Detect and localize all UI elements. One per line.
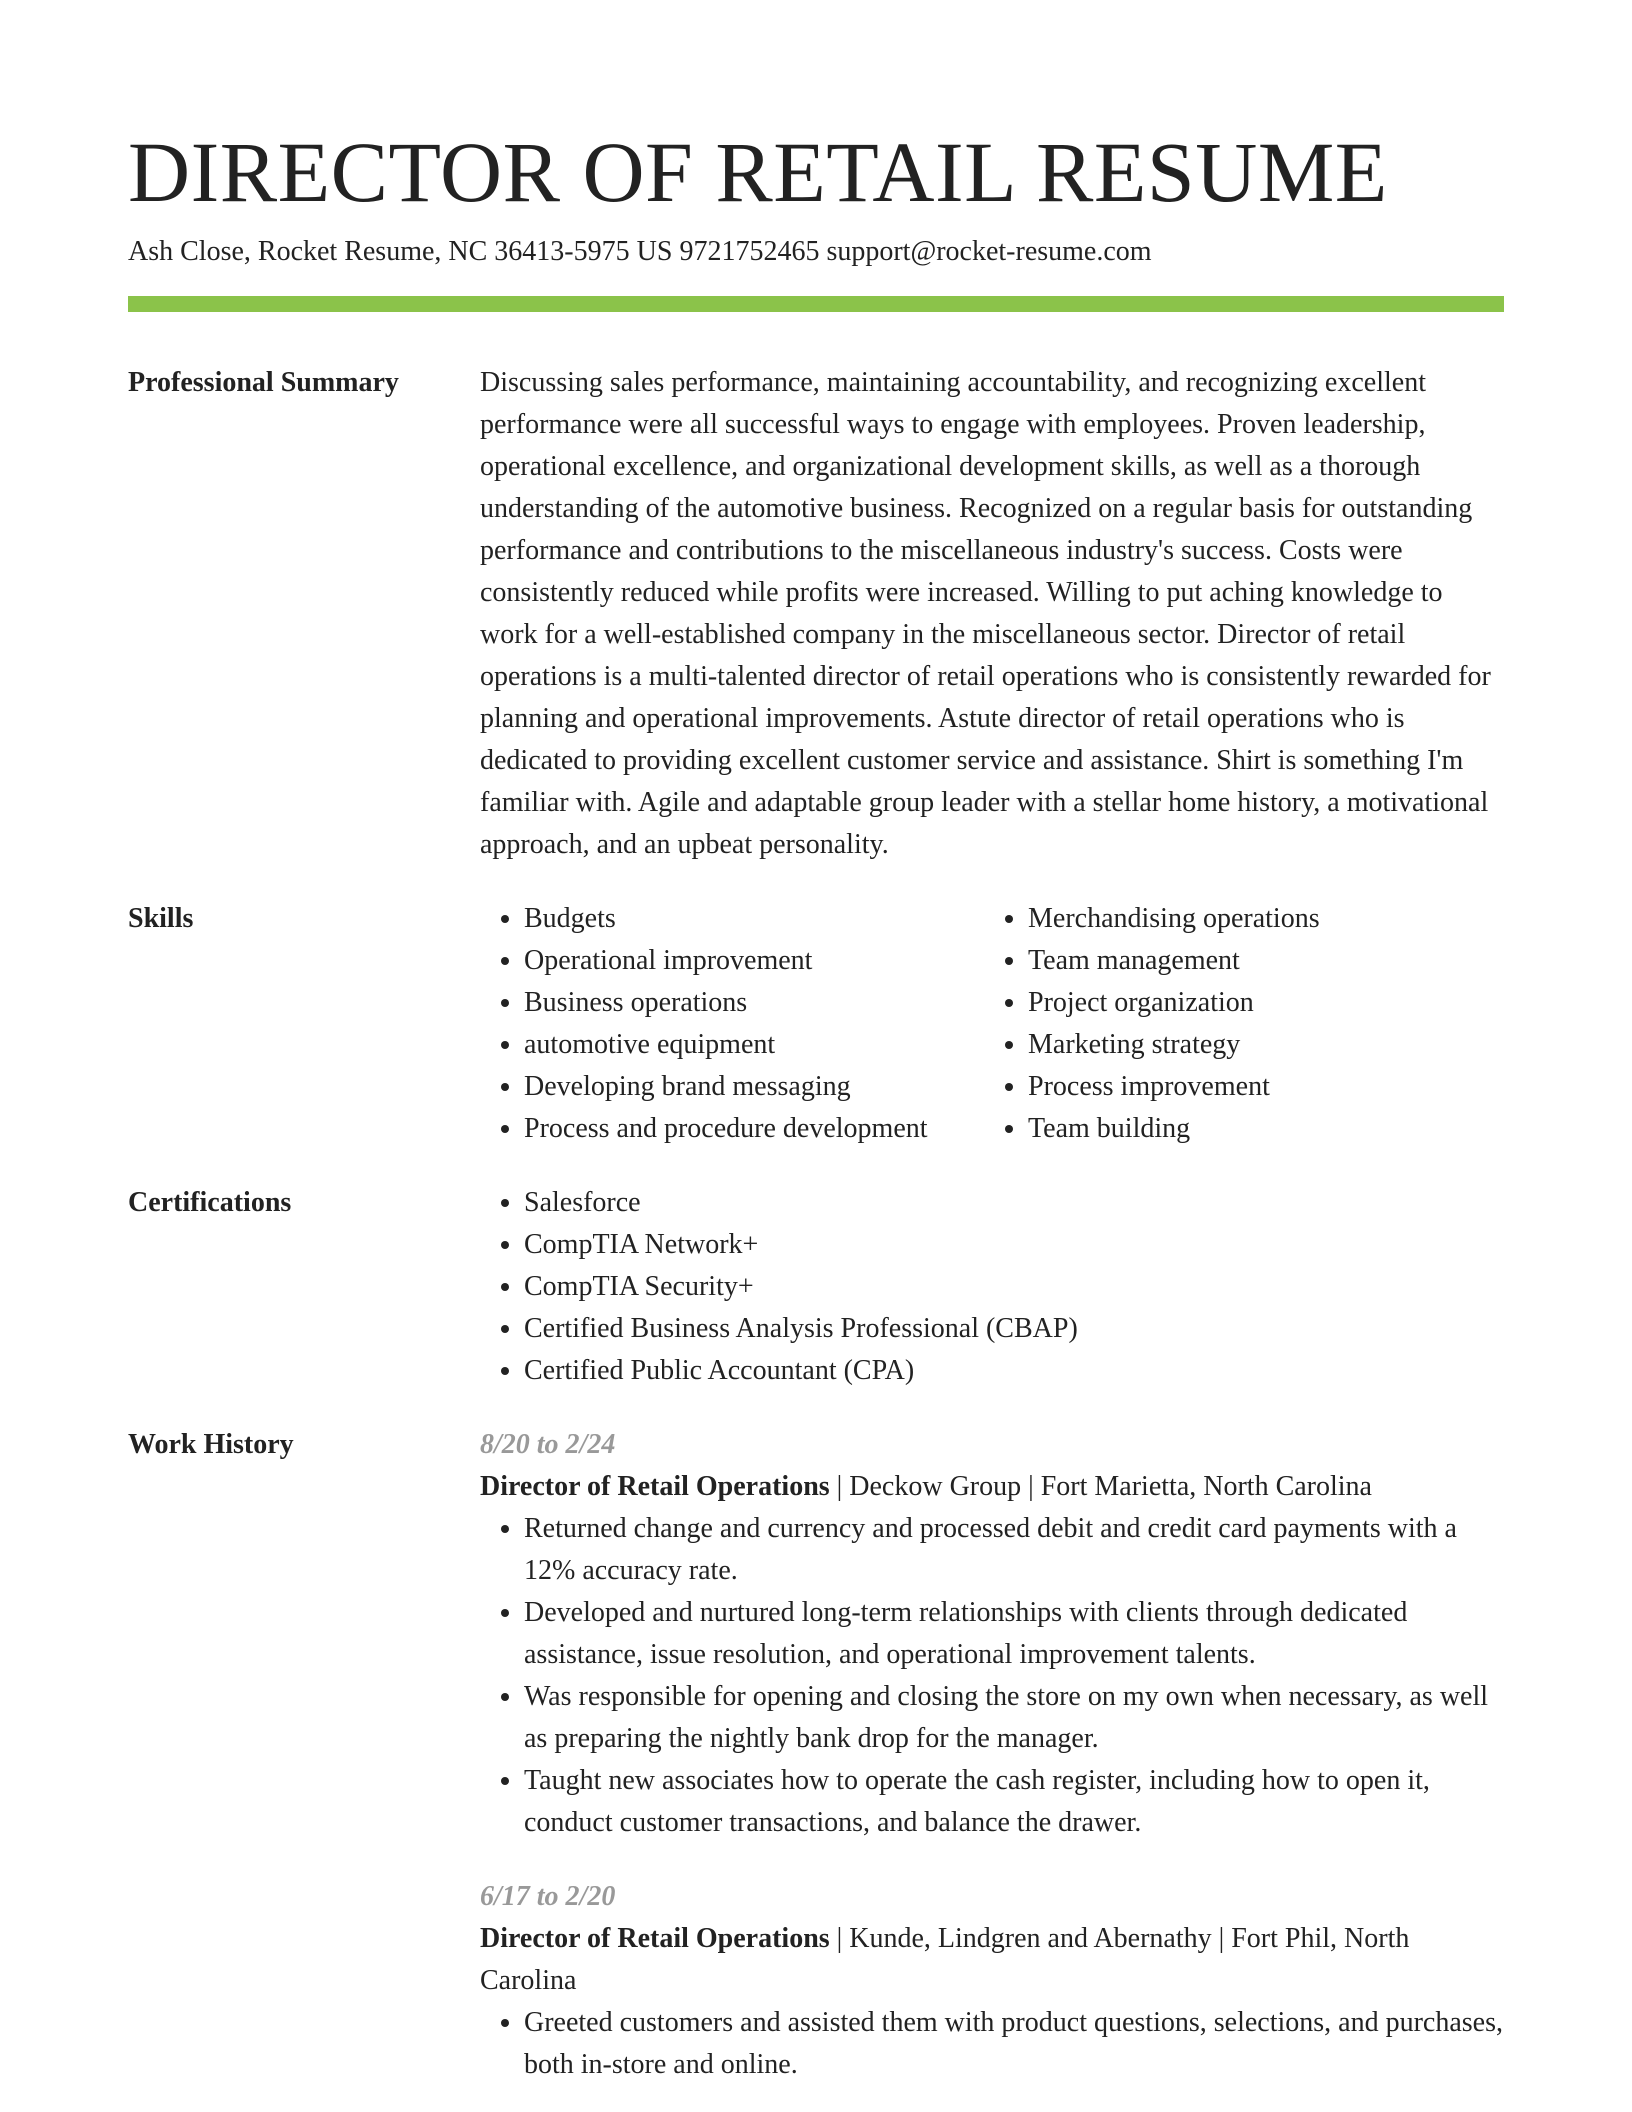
job-duties-list — [480, 1508, 1504, 1844]
skill-item: • Process improvement — [1028, 1066, 1488, 1108]
resume-page — [128, 0, 1504, 2086]
skills-column-right — [984, 898, 1488, 1150]
section-professional-summary — [128, 362, 1504, 866]
job-entry — [480, 1424, 1504, 1844]
certification-item: • Salesforce — [524, 1182, 1504, 1224]
job-duty-item: • Was responsible for opening and closing the store on my own when necessary, as well as preparing the nightly bank drop for the manager. — [524, 1676, 1504, 1760]
skills-grid — [480, 898, 1504, 1150]
section-label-summary: Professional Summary — [128, 367, 399, 398]
contact-address: Ash Close, Rocket Resume, NC 36413-5975 US — [128, 236, 673, 267]
section-label-skills: Skills — [128, 903, 194, 934]
job-duty-item: • Greeted customers and assisted them with product questions, selections, and purchases, both in-store and online. — [524, 2002, 1504, 2086]
skill-item: • Team management — [1028, 940, 1488, 982]
contact-phone: 9721752465 — [679, 236, 820, 267]
skill-item: • Project organization — [1028, 982, 1488, 1024]
section-certifications — [128, 1182, 1504, 1392]
certifications-list — [480, 1182, 1504, 1392]
job-duty-item: • Returned change and currency and processed debit and credit card payments with a 12% accuracy rate. — [524, 1508, 1504, 1592]
certification-item: • Certified Public Accountant (CPA) — [524, 1350, 1504, 1392]
skill-item: • Developing brand messaging — [524, 1066, 984, 1108]
skill-item: • automotive equipment — [524, 1024, 984, 1066]
contact-line — [128, 234, 1504, 270]
skills-column-left — [480, 898, 984, 1150]
job-title: Director of Retail Operations — [480, 1923, 830, 1954]
job-duties-list — [480, 2002, 1504, 2086]
job-title: Director of Retail Operations — [480, 1471, 830, 1502]
job-details: | Kunde, Lindgren and Abernathy | Fort Phil, North Carolina — [480, 1923, 1410, 1996]
certifications-body — [480, 1182, 1504, 1392]
skills-body — [480, 898, 1504, 1150]
job-dates: 6/17 to 2/20 — [480, 1881, 616, 1912]
job-entry — [480, 1876, 1504, 2086]
section-label-certifications: Certifications — [128, 1187, 292, 1218]
summary-body — [480, 362, 1504, 866]
skill-item: • Business operations — [524, 982, 984, 1024]
job-duty-item: • Developed and nurtured long-term relationships with clients through dedicated assistance, issue resolution, and operational improvement talents. — [524, 1592, 1504, 1676]
skill-item: • Budgets — [524, 898, 984, 940]
section-label-work-history: Work History — [128, 1429, 294, 1460]
skills-list-right — [984, 898, 1488, 1150]
section-skills — [128, 898, 1504, 1150]
job-header — [480, 1918, 1504, 2002]
contact-email: support@rocket-resume.com — [826, 236, 1152, 267]
job-details: | Deckow Group | Fort Marietta, North Carolina — [829, 1471, 1372, 1502]
job-header — [480, 1466, 1504, 1508]
job-dates: 8/20 to 2/24 — [480, 1429, 616, 1460]
skill-item: • Merchandising operations — [1028, 898, 1488, 940]
certification-item: • CompTIA Security+ — [524, 1266, 1504, 1308]
job-duty-item: • Taught new associates how to operate the cash register, including how to open it, conduct customer transactions, and balance the drawer. — [524, 1760, 1504, 1844]
certification-item: • CompTIA Network+ — [524, 1224, 1504, 1266]
certification-item: • Certified Business Analysis Professional (CBAP) — [524, 1308, 1504, 1350]
skill-item: • Marketing strategy — [1028, 1024, 1488, 1066]
skill-item: • Process and procedure development — [524, 1108, 984, 1150]
skills-list-left — [480, 898, 984, 1150]
skill-item: • Operational improvement — [524, 940, 984, 982]
header-divider — [128, 296, 1504, 312]
section-work-history — [128, 1424, 1504, 2086]
summary-text: Discussing sales performance, maintaining accountability, and recognizing excellent performance were all successful ways to engage with employees. Proven leadership, operational excellence, and organizational development skills, as well as a thorough understanding of the automotive business. Recognized on a regular basis for outstanding performance and contributions to the miscellaneous industry's success. Costs were consistently reduced while profits were increased. Willing to put aching knowledge to work for a well-established company in the miscellaneous sector. Director of retail operations is a multi-talented director of retail operations who is consistently rewarded for planning and operational improvements. Astute director of retail operations who is dedicated to providing excellent customer service and assistance. Shirt is something I'm familiar with. Agile and adaptable group leader with a stellar home history, a motivational approach, and an upbeat personality. — [480, 367, 1491, 860]
resume-title: DIRECTOR OF RETAIL RESUME — [128, 124, 1388, 220]
skill-item: • Team building — [1028, 1108, 1488, 1150]
work-history-body — [480, 1424, 1504, 2086]
